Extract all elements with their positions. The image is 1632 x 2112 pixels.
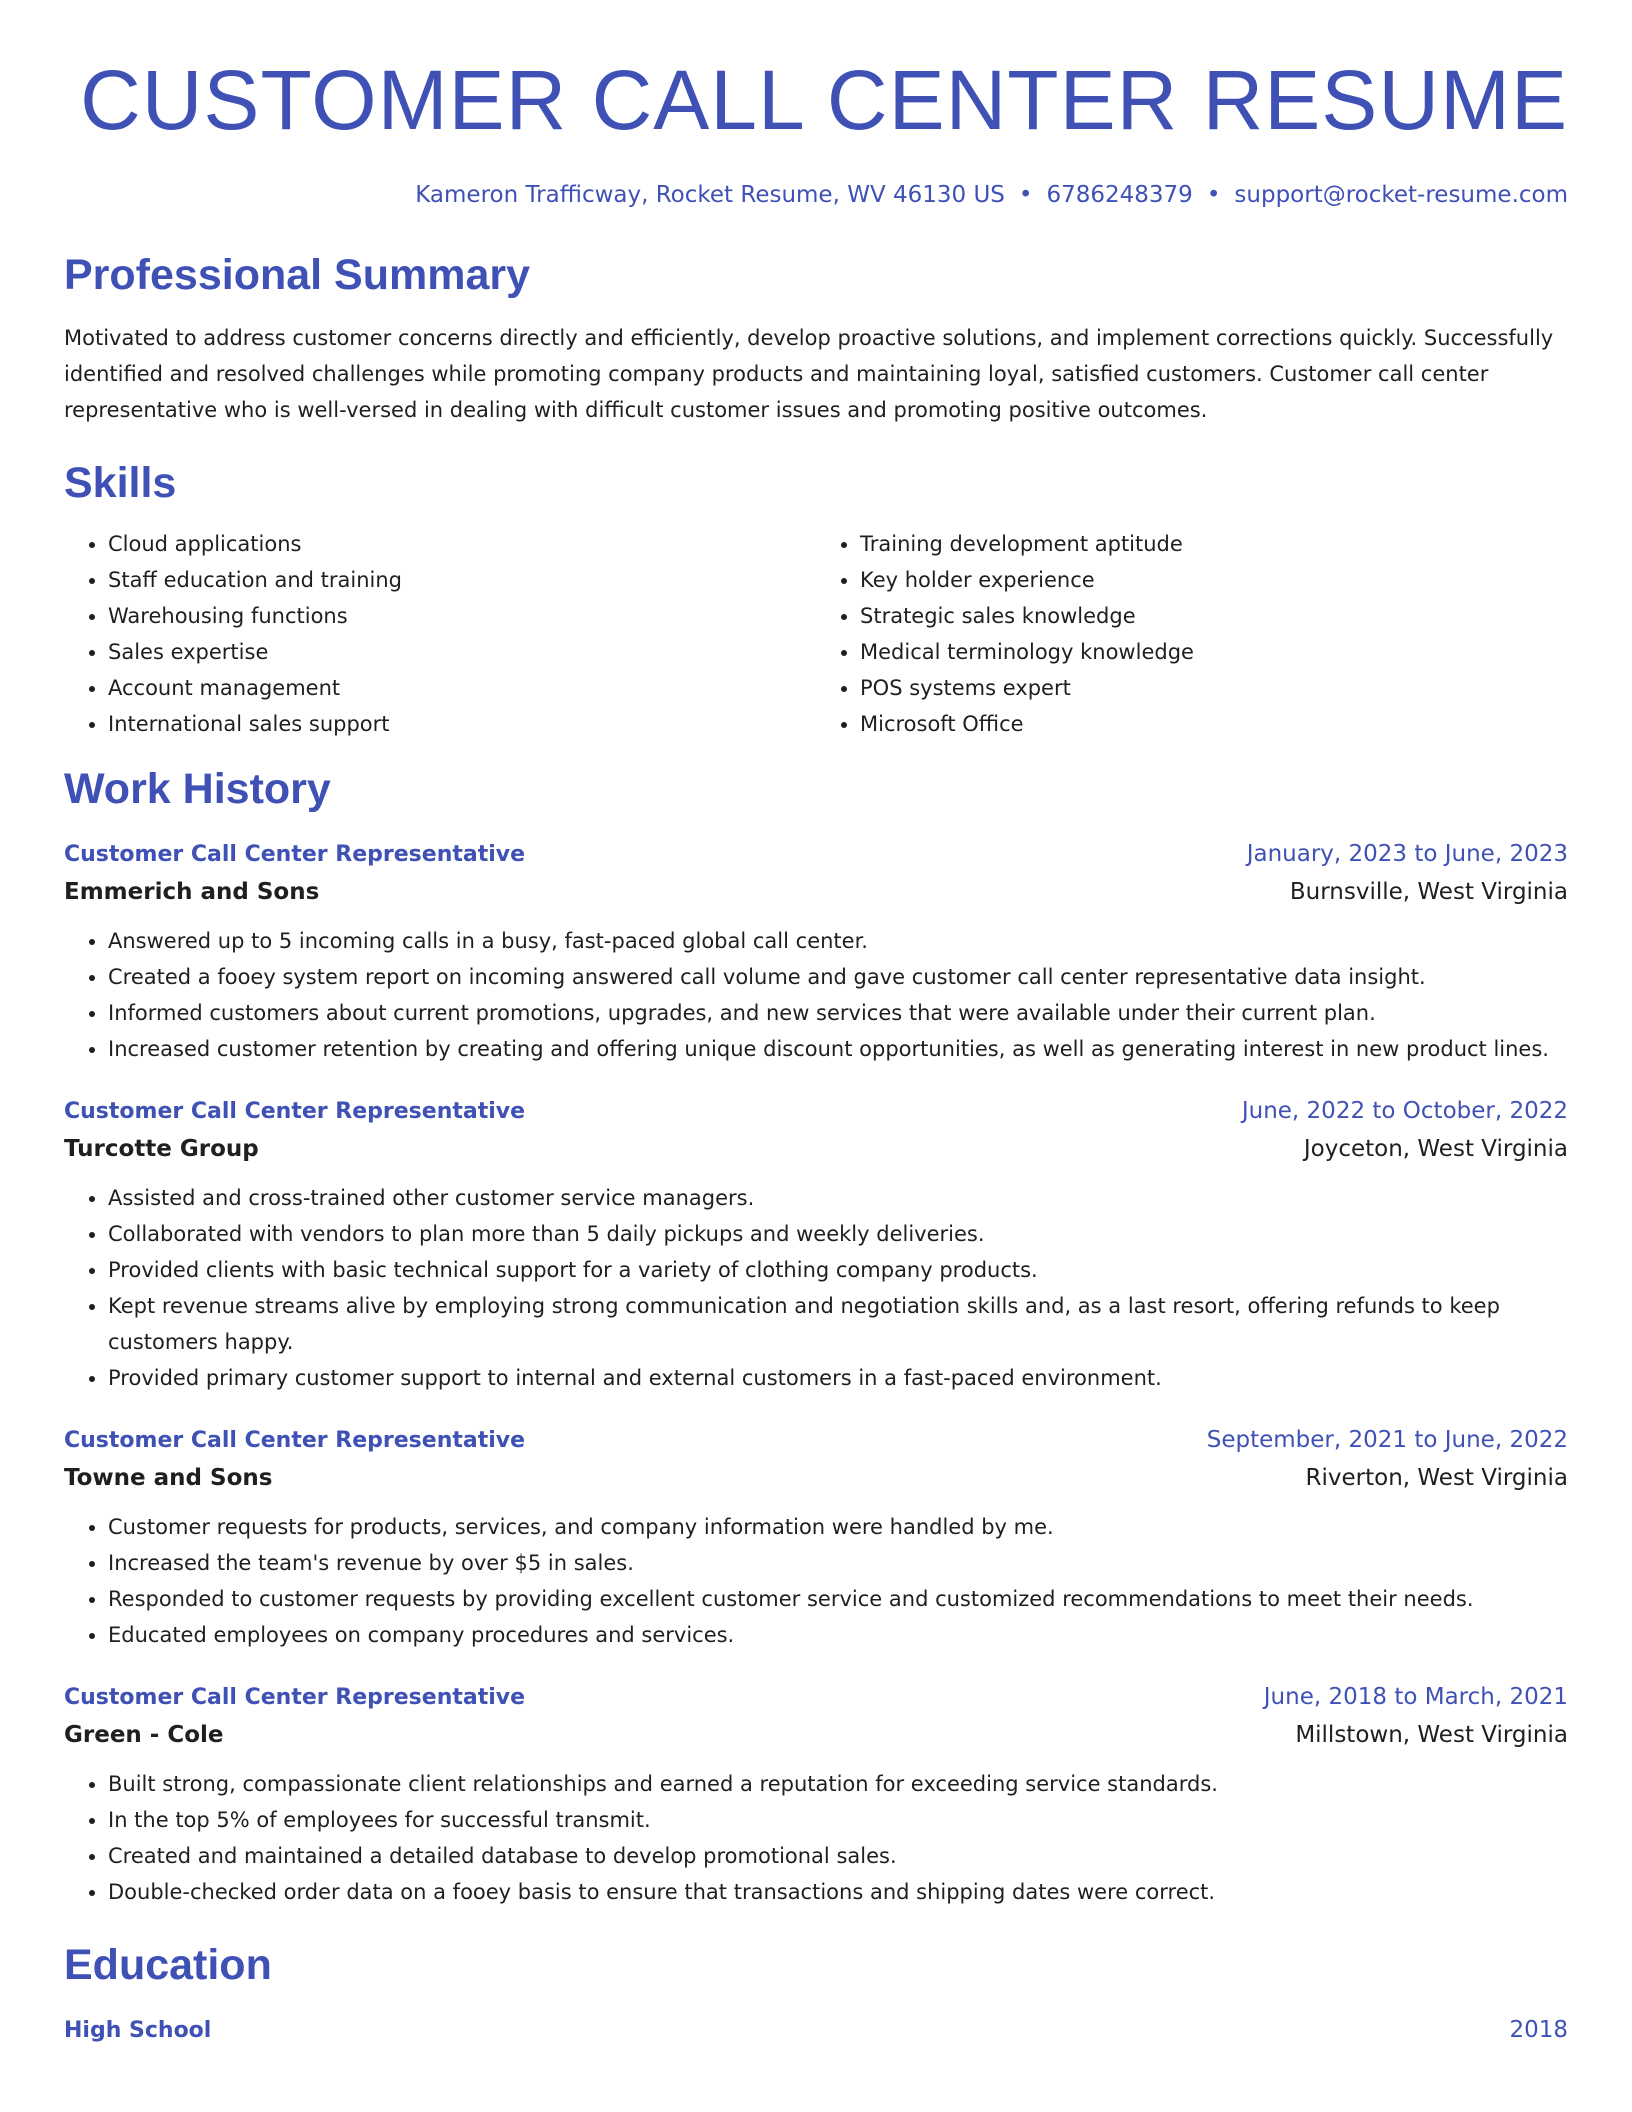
job-bullet: • Answered up to 5 incoming calls in a busy, fast-paced global call center. [108,923,1568,959]
skill-item: • Staff education and training [108,562,816,598]
job-title-row [64,1679,1568,1716]
skills-column-right [816,526,1568,742]
section-heading: Skills [64,459,177,507]
job-title: Customer Call Center Representative [64,842,526,867]
job-title-row [64,836,1568,873]
job-bullet: • Increased customer retention by creating and offering unique discount opportunities, as well as generating interest in new product lines. [108,1031,1568,1067]
skill-item: • Key holder experience [860,562,1568,598]
skill-item: • POS systems expert [860,670,1568,706]
job-company-row [64,1459,1568,1497]
separator-dot: • [1206,182,1221,208]
job-bullet: • Double-checked order data on a fooey basis to ensure that transactions and shipping dates were correct. [108,1874,1568,1910]
job-title-row [64,1422,1568,1459]
skill-item: • Warehousing functions [108,598,816,634]
job-entry [64,836,1568,1067]
job-bullet: • Collaborated with vendors to plan more than 5 daily pickups and weekly deliveries. [108,1216,1568,1252]
job-bullet: • Responded to customer requests by providing excellent customer service and customized recommendations to meet their needs. [108,1581,1568,1617]
company-name: Turcotte Group [64,1136,259,1162]
job-bullet: • Kept revenue streams alive by employing strong communication and negotiation skills and, as a last resort, offering refunds to keep customers happy. [108,1288,1568,1360]
job-title: Customer Call Center Representative [64,1685,526,1710]
job-bullet: • Provided primary customer support to internal and external customers in a fast-paced environment. [108,1360,1568,1396]
section-heading: Professional Summary [64,251,531,299]
job-bullet: • Informed customers about current promotions, upgrades, and new services that were available under their current plan. [108,995,1568,1031]
job-bullets [64,1180,1568,1396]
job-location: Joyceton, West Virginia [1303,1136,1568,1162]
job-entry [64,1679,1568,1910]
job-bullet: • Increased the team's revenue by over $5 in sales. [108,1545,1568,1581]
skill-item: • International sales support [108,706,816,742]
job-dates: June, 2018 to March, 2021 [1263,1684,1568,1710]
education-entry [64,2012,1568,2049]
skills-section [64,458,1568,742]
work-history-section [64,764,1568,1910]
job-bullet: • In the top 5% of employees for successful transmit. [108,1802,1568,1838]
job-company-row [64,1130,1568,1168]
contact-line [64,180,1568,210]
job-company-row [64,873,1568,911]
resume-title: CUSTOMER CALL CENTER RESUME [80,53,1568,147]
skill-item: • Microsoft Office [860,706,1568,742]
job-dates: January, 2023 to June, 2023 [1246,841,1568,867]
skill-item: • Strategic sales knowledge [860,598,1568,634]
job-title-row [64,1093,1568,1130]
company-name: Emmerich and Sons [64,879,320,905]
job-bullet: • Provided clients with basic technical support for a variety of clothing company products. [108,1252,1568,1288]
company-name: Green - Cole [64,1722,224,1748]
section-heading: Work History [64,765,331,813]
contact-phone: 6786248379 [1046,182,1193,208]
job-bullets [64,1766,1568,1910]
contact-email: support@rocket-resume.com [1234,182,1568,208]
education-degree: High School [64,2018,212,2043]
skills-grid [64,526,1568,742]
skills-list [816,526,1568,742]
job-company-row [64,1716,1568,1754]
skill-item: • Medical terminology knowledge [860,634,1568,670]
education-section [64,1940,1568,2049]
skills-column-left [64,526,816,742]
job-location: Riverton, West Virginia [1305,1465,1568,1491]
job-bullets [64,1509,1568,1653]
job-entry [64,1093,1568,1396]
skill-item: • Account management [108,670,816,706]
resume-header [64,50,1568,210]
job-bullet: • Created and maintained a detailed database to develop promotional sales. [108,1838,1568,1874]
job-bullet: • Educated employees on company procedures and services. [108,1617,1568,1653]
skill-item: • Cloud applications [108,526,816,562]
summary-text: Motivated to address customer concerns directly and efficiently, develop proactive solutions, and implement corrections quickly. Successfully identified and resolved challenges while promoting company products and maintaining loyal, satisfied customers. Customer call center representative who is well-versed in dealing with difficult customer issues and promoting positive outcomes. [64,326,1554,422]
company-name: Towne and Sons [64,1465,273,1491]
professional-summary-section [64,250,1568,428]
job-bullet: • Built strong, compassionate client relationships and earned a reputation for exceeding service standards. [108,1766,1568,1802]
contact-address: Kameron Trafficway, Rocket Resume, WV 46130 US [415,182,1005,208]
job-bullets [64,923,1568,1067]
section-heading: Education [64,1941,272,1989]
skill-item: • Sales expertise [108,634,816,670]
job-bullet: • Assisted and cross-trained other customer service managers. [108,1180,1568,1216]
job-bullet: • Customer requests for products, services, and company information were handled by me. [108,1509,1568,1545]
separator-dot: • [1018,182,1033,208]
job-location: Millstown, West Virginia [1295,1722,1568,1748]
skills-list [64,526,816,742]
job-entry [64,1422,1568,1653]
job-title: Customer Call Center Representative [64,1428,526,1453]
job-location: Burnsville, West Virginia [1289,879,1568,905]
job-bullet: • Created a fooey system report on incoming answered call volume and gave customer call center representative data insight. [108,959,1568,995]
job-title: Customer Call Center Representative [64,1099,526,1124]
skill-item: • Training development aptitude [860,526,1568,562]
job-dates: September, 2021 to June, 2022 [1206,1427,1568,1453]
job-dates: June, 2022 to October, 2022 [1241,1098,1568,1124]
education-year: 2018 [1509,2017,1568,2043]
